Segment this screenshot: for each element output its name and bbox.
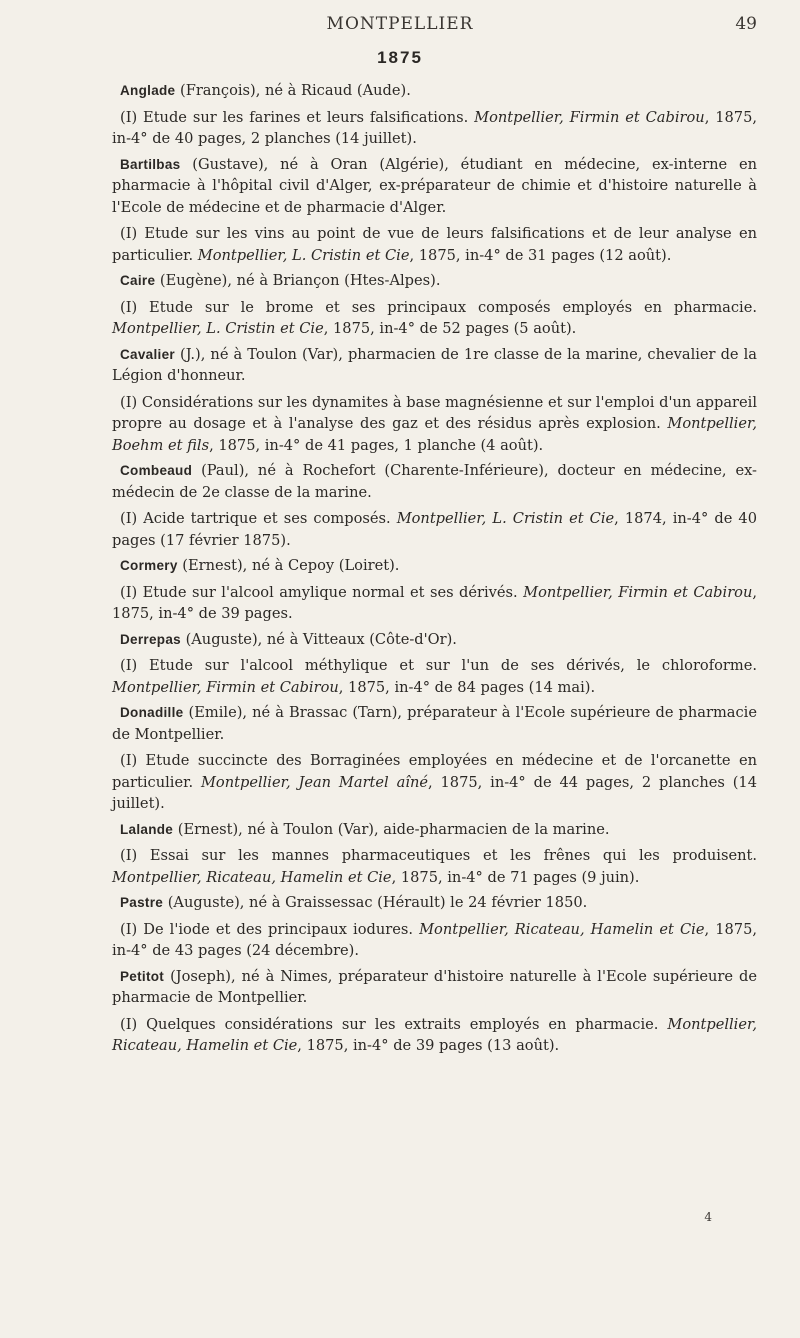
bibliography-entry (112, 892, 757, 962)
bibliography-entry (112, 629, 757, 699)
work-citation (112, 508, 757, 551)
author-name: Caire (120, 273, 156, 288)
work-citation (112, 223, 757, 266)
work-imprint: Montpellier, Boehm et fils (112, 415, 757, 454)
work-details: , 1875, in-4° de 39 pages. (112, 583, 757, 622)
page-number: 49 (735, 14, 757, 34)
bibliography-entry (112, 154, 757, 267)
work-details: , 1874, in-4° de 40 pages (17 février 1875). (112, 510, 757, 549)
bibliography-entry (112, 460, 757, 551)
bibliography-entry (112, 270, 757, 340)
bibliography-entry (112, 819, 757, 889)
author-name: Derrepas (120, 631, 181, 647)
author-name: Pastre (120, 895, 164, 910)
work-title: (I) Etude sur l'alcool amylique normal et ses dérivés. (120, 583, 524, 601)
work-citation (112, 1014, 757, 1057)
work-imprint: Montpellier, L. Cristin et Cie (396, 510, 615, 527)
author-bio: (Ernest), né à Toulon (Var), aide-pharmacien de la marine. (173, 820, 610, 838)
work-details: , 1875, in-4° de 43 pages (24 décembre). (112, 920, 757, 959)
author-name: Petitot (120, 968, 165, 984)
work-imprint: Montpellier, Ricateau, Hamelin et Cie (112, 868, 392, 886)
work-citation (112, 582, 757, 625)
bibliography-entry (112, 80, 757, 150)
author-bio: (Gustave), né à Oran (Algérie), étudiant en médecine, ex-interne en pharmacie à l'hôpital civil d'Alger, ex-préparateur de chimie et d'histoire naturelle à l'Ecole de médecine et de pharmacie d'Alger. (112, 155, 757, 216)
work-title: (I) Etude succincte des Borraginées employées en médecine et de l'orcanette en particulier. (112, 752, 757, 791)
work-details: , 1875, in-4° de 52 pages (5 août). (323, 320, 577, 337)
author-line (112, 344, 757, 387)
running-head (0, 14, 800, 38)
author-bio: (Emile), né à Brassac (Tarn), préparateur à l'Ecole supérieure de pharmacie de Montpellier. (112, 704, 757, 743)
work-title: (I) Etude sur les farines et leurs falsifications. (120, 108, 475, 126)
bibliography-entry (112, 702, 757, 815)
work-details: , 1875, in-4° de 31 pages (12 août). (409, 246, 672, 264)
author-name: Combeaud (120, 463, 193, 478)
author-bio: (Joseph), né à Nimes, préparateur d'histoire naturelle à l'Ecole supérieure de pharmacie de Montpellier. (112, 967, 757, 1006)
work-details: , 1875, in-4° de 41 pages, 1 planche (4 août). (209, 436, 544, 454)
author-name: Anglade (120, 83, 176, 98)
author-line (112, 892, 757, 914)
author-name: Cavalier (120, 346, 175, 362)
work-citation (112, 919, 757, 962)
author-line (112, 270, 757, 292)
work-title: (I) Essai sur les mannes pharmaceutiques et les frênes qui les produisent. (120, 847, 757, 864)
work-citation (112, 297, 757, 340)
work-details: , 1875, in-4° de 44 pages, 2 planches (14 juillet). (112, 773, 757, 812)
running-title: MONTPELLIER (326, 14, 474, 34)
author-bio: (J.), né à Toulon (Var), pharmacien de 1re classe de la marine, chevalier de la Légion d'honneur. (112, 345, 757, 384)
author-line (112, 702, 757, 745)
work-title: (I) Considérations sur les dynamites à base magnésienne et sur l'emploi d'un appareil propre au dosage et à l'analyse des gaz et des résidus après explosion. (112, 393, 757, 432)
work-imprint: Montpellier, Ricateau, Hamelin et Cie (112, 1015, 757, 1054)
work-details: , 1875, in-4° de 71 pages (9 juin). (391, 868, 640, 886)
work-title: (I) De l'iode et des principaux iodures. (120, 920, 420, 938)
work-title: (I) Quelques considérations sur les extraits employés en pharmacie. (120, 1015, 668, 1033)
work-imprint: Montpellier, Firmin et Cabirou (112, 678, 339, 696)
work-title: (I) Etude sur l'alcool méthylique et sur l'un de ses dérivés, le chloroforme. (120, 657, 757, 674)
signature-mark: 4 (704, 1210, 712, 1224)
work-citation (112, 750, 757, 815)
work-imprint: Montpellier, L. Cristin et Cie (112, 320, 324, 337)
bibliography-entry (112, 966, 757, 1057)
author-bio: (Auguste), né à Vitteaux (Côte-d'Or). (180, 630, 457, 648)
work-title: (I) Acide tartrique et ses composés. (120, 510, 397, 527)
work-imprint: Montpellier, Firmin et Cabirou (523, 583, 753, 601)
work-details: , 1875, in-4° de 39 pages (13 août). (297, 1037, 560, 1054)
bibliography-entry (112, 555, 757, 625)
work-imprint: Montpellier, Jean Martel aîné (200, 773, 428, 791)
author-line (112, 966, 757, 1009)
work-citation (112, 107, 757, 150)
work-citation (112, 392, 757, 457)
author-name: Donadille (120, 705, 184, 720)
author-line (112, 819, 757, 841)
work-details: , 1875, in-4° de 40 pages, 2 planches (14 juillet). (112, 108, 757, 147)
author-name: Cormery (120, 558, 178, 573)
work-citation (112, 845, 757, 888)
author-name: Bartilbas (120, 156, 181, 172)
work-details: , 1875, in-4° de 84 pages (14 mai). (338, 678, 596, 696)
work-title: (I) Etude sur le brome et ses principaux composés employés en pharmacie. (120, 298, 757, 316)
author-name: Lalande (120, 821, 174, 837)
author-line (112, 80, 757, 102)
author-bio: (François), né à Ricaud (Aude). (175, 82, 411, 99)
author-bio: (Ernest), né à Cepoy (Loiret). (177, 557, 400, 574)
author-bio: (Auguste), né à Graissessac (Hérault) le 24 février 1850. (163, 894, 588, 911)
author-line (112, 629, 757, 651)
work-imprint: Montpellier, Ricateau, Hamelin et Cie (419, 920, 705, 938)
work-imprint: Montpellier, L. Cristin et Cie (197, 246, 410, 264)
work-imprint: Montpellier, Firmin et Cabirou (474, 108, 705, 126)
work-citation (112, 655, 757, 698)
section-year: 1875 (377, 48, 423, 67)
author-bio: (Eugène), né à Briançon (Htes-Alpes). (155, 272, 441, 289)
entry-list (112, 76, 757, 1057)
author-line (112, 460, 757, 503)
work-title: (I) Etude sur les vins au point de vue de leurs falsifications et de leur analyse en particulier. (112, 225, 757, 264)
bibliography-entry (112, 344, 757, 457)
author-line (112, 154, 757, 219)
author-line (112, 555, 757, 577)
author-bio: (Paul), né à Rochefort (Charente-Inférieure), docteur en médecine, ex-médecin de 2e classe de la marine. (112, 462, 757, 501)
